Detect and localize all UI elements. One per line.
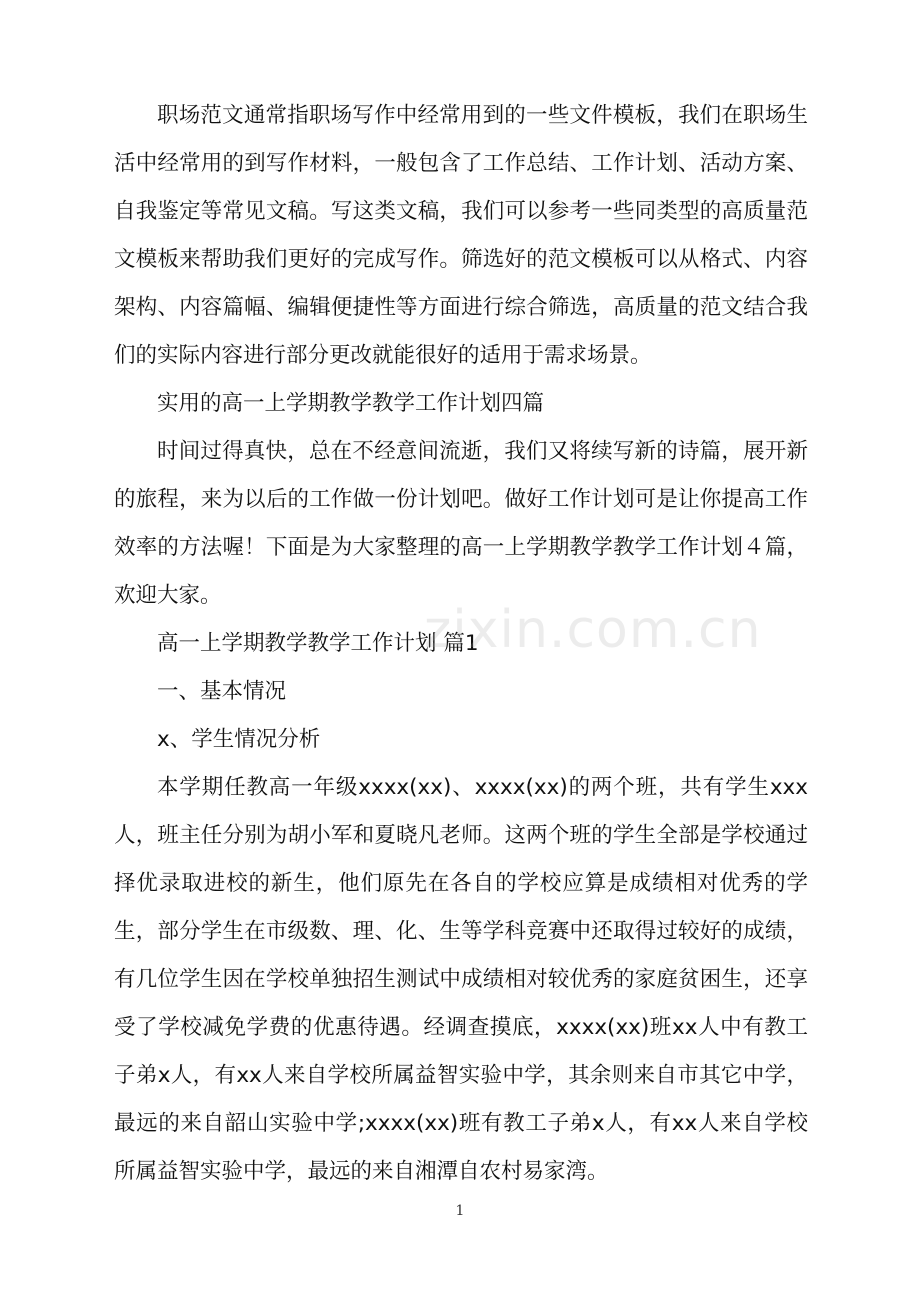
- preface-paragraph: 时间过得真快，总在不经意间流逝，我们又将续写新的诗篇，展开新的旅程，来为以后的工作做一份计划吧。做好工作计划可是让你提高工作效率的方法喔！下面是为大家整理的高一上学期教学教学工作计划４篇，欢迎大家。: [114, 439, 808, 608]
- document-title: 实用的高一上学期教学教学工作计划四篇: [157, 391, 545, 416]
- section-heading-plan-1: 高一上学期教学教学工作计划 篇1: [157, 631, 479, 656]
- heading-basic-situation: 一、基本情况: [157, 679, 287, 704]
- watermark: zixin.com.cn: [424, 600, 762, 660]
- intro-paragraph: 职场范文通常指职场写作中经常用到的一些文件模板，我们在职场生活中经常用的到写作材料，一般包含了工作总结、工作计划、活动方案、自我鉴定等常见文稿。写这类文稿，我们可以参考一些同类型的高质量范文模板来帮助我们更好的完成写作。筛选好的范文模板可以从格式、内容架构、内容篇幅、编辑便捷性等方面进行综合筛选，高质量的范文结合我们的实际内容进行部分更改就能很好的适用于需求场景。: [114, 103, 808, 368]
- heading-student-analysis: x、学生情况分析: [157, 727, 321, 752]
- student-analysis-paragraph: 本学期任教高一年级xxxx(xx)、xxxx(xx)的两个班，共有学生xxx人，班主任分别为胡小军和夏晓凡老师。这两个班的学生全部是学校通过择优录取进校的新生，他们原先在各自的学校应算是成绩相对优秀的学生，部分学生在市级数、理、化、生等学科竞赛中还取得过较好的成绩，有几位学生因在学校单独招生测试中成绩相对较优秀的家庭贫困生，还享受了学校减免学费的优惠待遇。经调查摸底，xxxx(xx)班xx人中有教工子弟x人，有xx人来自学校所属益智实验中学，其余则来自市其它中学，最远的来自韶山实验中学;xxxx(xx)班有教工子弟x人，有xx人来自学校所属益智实验中学，最远的来自湘潭自农村易家湾。: [114, 775, 808, 1184]
- document-body: [114, 92, 808, 1196]
- page-number: 1: [455, 1203, 465, 1219]
